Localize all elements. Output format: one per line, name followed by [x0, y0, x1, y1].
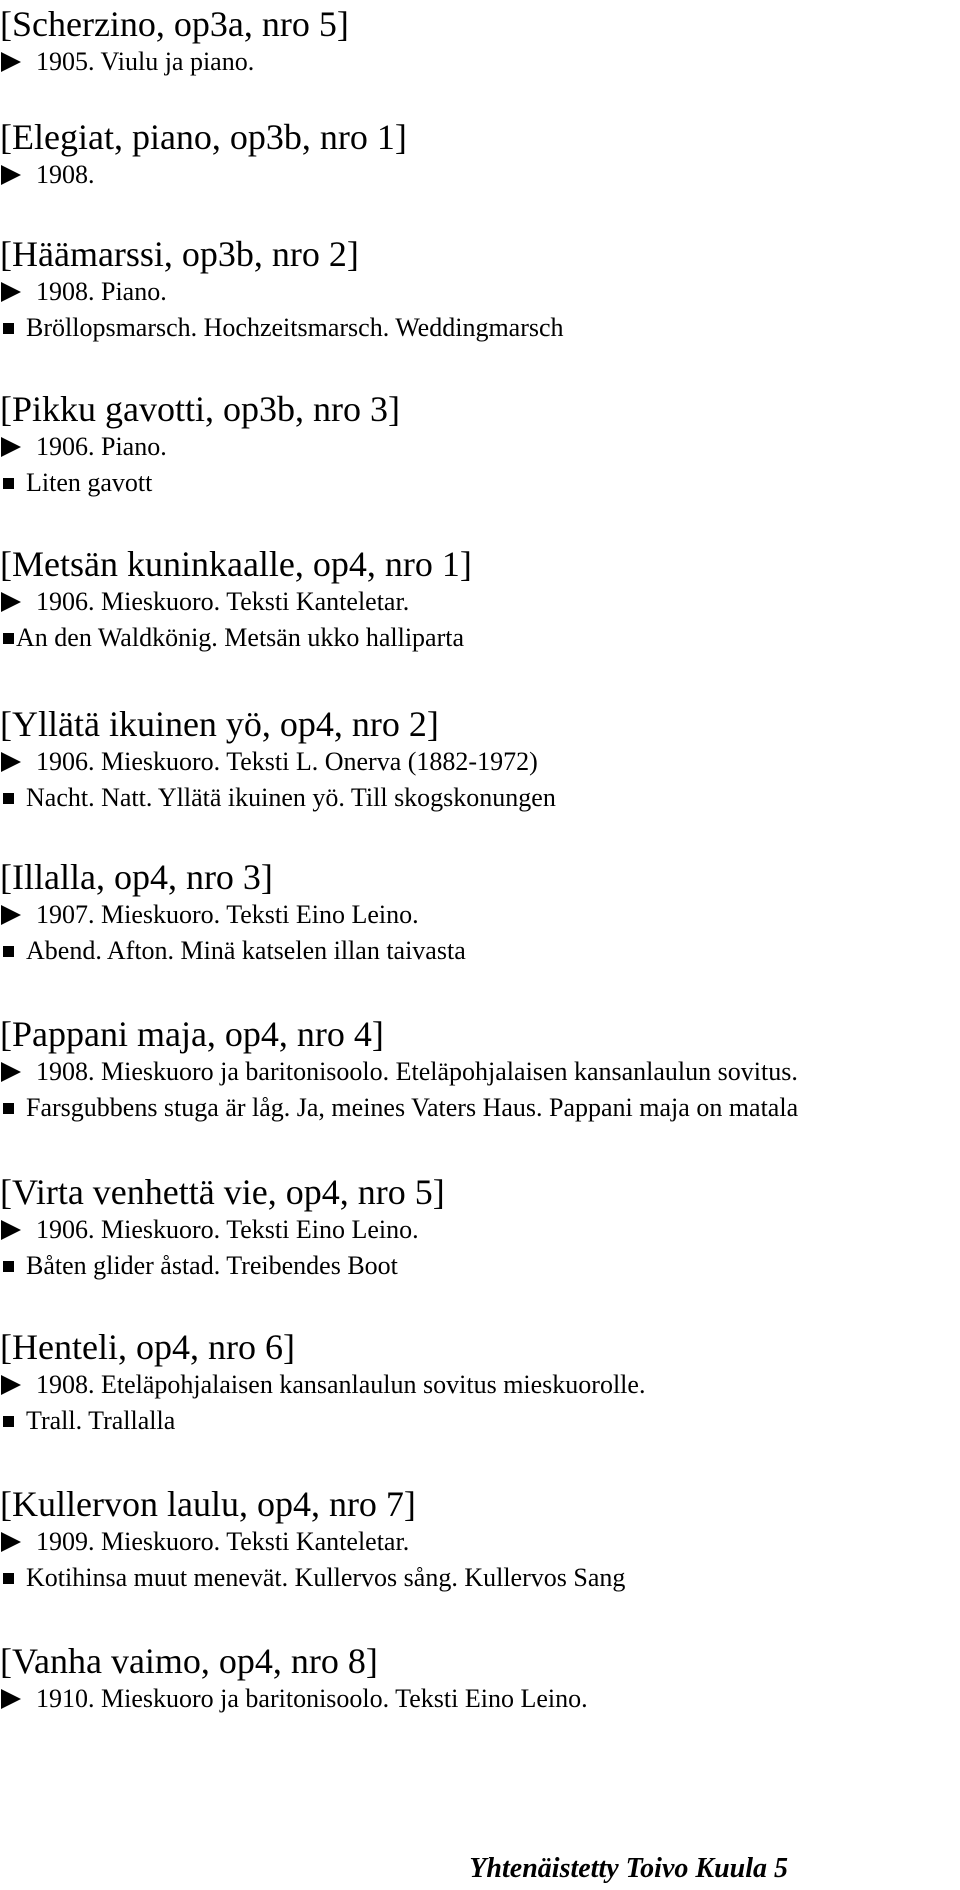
work-entry: [0, 1327, 960, 1439]
work-info: [0, 897, 960, 933]
work-title: [Vanha vaimo, op4, nro 8]: [0, 1641, 378, 1681]
work-info: [0, 274, 960, 310]
work-title: [Pikku gavotti, op3b, nro 3]: [0, 389, 400, 429]
work-alt-titles: [0, 1090, 960, 1126]
work-info: [0, 1212, 960, 1248]
work-alt-titles-text: Trall. Trallalla: [26, 1406, 176, 1435]
work-alt-titles: [0, 1403, 960, 1439]
work-info-text: 1910. Mieskuoro ja baritonisoolo. Teksti Eino Leino.: [36, 1684, 588, 1713]
work-info: [0, 429, 960, 465]
triangle-bullet-icon: [1, 592, 21, 612]
work-info: [0, 44, 960, 80]
square-bullet-icon: [3, 633, 14, 644]
work-info-text: 1906. Mieskuoro. Teksti L. Onerva (1882-1972): [36, 747, 538, 776]
work-alt-titles: [0, 933, 960, 969]
work-title: [Elegiat, piano, op3b, nro 1]: [0, 117, 407, 157]
work-alt-titles-text: Liten gavott: [26, 468, 153, 497]
work-entry: [0, 544, 960, 656]
square-bullet-icon: [3, 1261, 14, 1272]
page-footer: Yhtenäistetty Toivo Kuula 5: [469, 1853, 788, 1884]
work-info-text: 1908. Eteläpohjalaisen kansanlaulun sovitus mieskuorolle.: [36, 1370, 646, 1399]
triangle-bullet-icon: [1, 437, 21, 457]
work-entry: [0, 1484, 960, 1596]
work-alt-titles-text: Nacht. Natt. Yllätä ikuinen yö. Till skogskonungen: [26, 783, 556, 812]
square-bullet-icon: [3, 946, 14, 957]
work-title: [Metsän kuninkaalle, op4, nro 1]: [0, 544, 472, 584]
triangle-bullet-icon: [1, 1220, 21, 1240]
work-info-text: 1908. Piano.: [36, 277, 167, 306]
triangle-bullet-icon: [1, 905, 21, 925]
work-alt-titles: [0, 465, 960, 501]
work-entry: [0, 234, 960, 346]
triangle-bullet-icon: [1, 1532, 21, 1552]
work-info: [0, 1054, 960, 1090]
work-alt-titles: [0, 1248, 960, 1284]
work-info: [0, 1367, 960, 1403]
work-info-text: 1906. Piano.: [36, 432, 167, 461]
triangle-bullet-icon: [1, 52, 21, 72]
triangle-bullet-icon: [1, 1689, 21, 1709]
work-info-text: 1909. Mieskuoro. Teksti Kanteletar.: [36, 1527, 410, 1556]
work-title: [Virta venhettä vie, op4, nro 5]: [0, 1172, 445, 1212]
work-entry: [0, 704, 960, 816]
work-entry: [0, 857, 960, 969]
triangle-bullet-icon: [1, 165, 21, 185]
work-alt-titles-text: Farsgubbens stuga är låg. Ja, meines Vaters Haus. Pappani maja on matala: [26, 1093, 799, 1122]
work-alt-titles: [0, 780, 960, 816]
work-alt-titles: [0, 310, 960, 346]
work-info-text: 1908. Mieskuoro ja baritonisoolo. Eteläpohjalaisen kansanlaulun sovitus.: [36, 1057, 798, 1086]
square-bullet-icon: [3, 1573, 14, 1584]
work-info: [0, 1681, 960, 1717]
work-entry: [0, 117, 960, 193]
work-info: [0, 157, 960, 193]
work-info-text: 1906. Mieskuoro. Teksti Kanteletar.: [36, 587, 410, 616]
work-info: [0, 1524, 960, 1560]
triangle-bullet-icon: [1, 282, 21, 302]
work-entry: [0, 1641, 960, 1717]
work-alt-titles-text: An den Waldkönig. Metsän ukko halliparta: [16, 623, 465, 652]
work-title: [Scherzino, op3a, nro 5]: [0, 4, 349, 44]
work-title: [Illalla, op4, nro 3]: [0, 857, 273, 897]
work-alt-titles: [0, 620, 960, 656]
work-entry: [0, 1014, 960, 1126]
work-alt-titles: [0, 1560, 960, 1596]
work-alt-titles-text: Bröllopsmarsch. Hochzeitsmarsch. Weddingmarsch: [26, 313, 564, 342]
square-bullet-icon: [3, 1416, 14, 1427]
work-alt-titles-text: Kotihinsa muut menevät. Kullervos sång. Kullervos Sang: [26, 1563, 626, 1592]
work-alt-titles-text: Abend. Afton. Minä katselen illan taivasta: [26, 936, 466, 965]
square-bullet-icon: [3, 478, 14, 489]
triangle-bullet-icon: [1, 752, 21, 772]
work-info-text: 1905. Viulu ja piano.: [36, 47, 255, 76]
work-entry: [0, 4, 960, 80]
work-title: [Kullervon laulu, op4, nro 7]: [0, 1484, 416, 1524]
square-bullet-icon: [3, 1103, 14, 1114]
work-title: [Yllätä ikuinen yö, op4, nro 2]: [0, 704, 439, 744]
triangle-bullet-icon: [1, 1375, 21, 1395]
work-entry: [0, 1172, 960, 1284]
work-title: [Häämarssi, op3b, nro 2]: [0, 234, 359, 274]
square-bullet-icon: [3, 793, 14, 804]
square-bullet-icon: [3, 323, 14, 334]
work-title: [Henteli, op4, nro 6]: [0, 1327, 295, 1367]
work-title: [Pappani maja, op4, nro 4]: [0, 1014, 384, 1054]
triangle-bullet-icon: [1, 1062, 21, 1082]
work-info: [0, 584, 960, 620]
work-info: [0, 744, 960, 780]
work-info-text: 1906. Mieskuoro. Teksti Eino Leino.: [36, 1215, 419, 1244]
work-alt-titles-text: Båten glider åstad. Treibendes Boot: [26, 1251, 398, 1280]
work-info-text: 1907. Mieskuoro. Teksti Eino Leino.: [36, 900, 419, 929]
work-entry: [0, 389, 960, 501]
work-info-text: 1908.: [36, 160, 95, 189]
